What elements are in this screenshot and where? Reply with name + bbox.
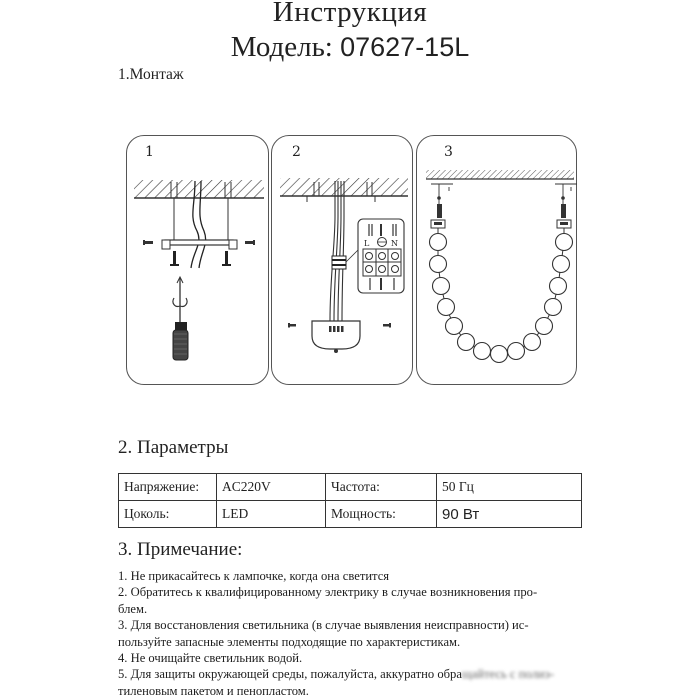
terminal-block-inset — [358, 219, 404, 293]
note-line — [118, 666, 588, 682]
wire-connector-icon — [332, 250, 358, 269]
param-label-voltage: Напряжение: — [119, 474, 217, 501]
wiring-connection-diagram — [272, 136, 414, 386]
crystal-ball-icon — [508, 343, 525, 360]
note-line: 1. Не прикасайтесь к лампочке, когда она светится — [118, 569, 390, 583]
note-line: пользуйте запасные элементы подходящие по характеристикам. — [118, 634, 461, 649]
param-label-base: Цоколь: — [119, 501, 217, 528]
crystal-ball-icon — [491, 346, 508, 363]
note-line: 2. Обратитесь к квалифицированному электрику в случае возникновения про- — [118, 585, 538, 600]
crystal-ball-chain — [430, 228, 573, 363]
crystal-ball-icon — [446, 318, 463, 335]
mounting-step-1-panel — [126, 135, 269, 385]
section-notes-heading: 3. Примечание: — [118, 539, 243, 560]
chain-link — [438, 228, 564, 354]
mounting-step-3-panel — [416, 135, 577, 385]
crystal-ball-icon — [550, 278, 567, 295]
mounting-step-2-panel — [271, 135, 413, 385]
canopy-icon — [312, 321, 360, 353]
param-value-frequency: 50 Гц — [437, 474, 582, 501]
crystal-ball-icon — [556, 234, 573, 251]
crystal-ball-icon — [536, 318, 553, 335]
table-row — [119, 474, 582, 501]
note-line-text: 5. Для защиты окружающей среды, пожалуйста, аккуратно обра — [118, 667, 462, 682]
note-line: 4. Не очищайте светильник водой. — [118, 651, 303, 666]
chain-clamp-icon — [431, 220, 571, 228]
table-row — [119, 501, 582, 528]
obscured-text: щайтесь с полиэ- — [461, 667, 555, 682]
param-value-base: LED — [217, 501, 326, 528]
crystal-ball-icon — [524, 334, 541, 351]
mounting-bracket-icon — [162, 240, 237, 249]
model-label: Модель: — [230, 31, 333, 63]
crystal-ball-icon — [438, 299, 455, 316]
model-number: 07627-15L — [340, 32, 470, 62]
crystal-ball-icon — [430, 234, 447, 251]
crystal-ball-icon — [474, 343, 491, 360]
note-line: тиленовым пакетом и пенопластом. — [118, 683, 309, 698]
note-line: 3. Для восстановления светильника (в случае выявления неисправности) ис- — [118, 618, 529, 633]
param-label-frequency: Частота: — [326, 474, 437, 501]
section-parameters-heading: 2. Параметры — [118, 437, 229, 458]
terminal-label-n: N — [391, 239, 398, 248]
model-line — [0, 31, 700, 64]
parameters-table — [118, 473, 582, 528]
crystal-ball-icon — [458, 334, 475, 351]
crystal-ball-icon — [433, 278, 450, 295]
notes-list — [118, 568, 588, 699]
step-number: 1 — [145, 144, 154, 160]
step-number: 2 — [292, 144, 301, 160]
step-number: 3 — [444, 144, 453, 160]
section-mounting-heading: 1.Монтаж — [118, 66, 184, 83]
screwdriver-icon — [173, 277, 188, 360]
terminal-label-l: L — [364, 239, 370, 248]
document-title: Инструкция — [272, 0, 428, 28]
chain-hanging-diagram — [417, 136, 578, 386]
ceiling-hook-icon — [431, 184, 577, 204]
crystal-ball-icon — [553, 256, 570, 273]
cable-icon — [330, 181, 344, 321]
ceiling-hatch-icon — [426, 170, 574, 179]
crystal-ball-icon — [430, 256, 447, 273]
param-value-power: 90 Вт — [437, 501, 582, 528]
anchor-screw-icon — [437, 196, 566, 218]
ceiling-hatch-icon — [134, 180, 264, 198]
param-label-power: Мощность: — [326, 501, 437, 528]
bracket-installation-diagram — [127, 136, 270, 386]
note-line: блем. — [118, 601, 148, 616]
crystal-ball-icon — [545, 299, 562, 316]
param-value-voltage: AC220V — [217, 474, 326, 501]
